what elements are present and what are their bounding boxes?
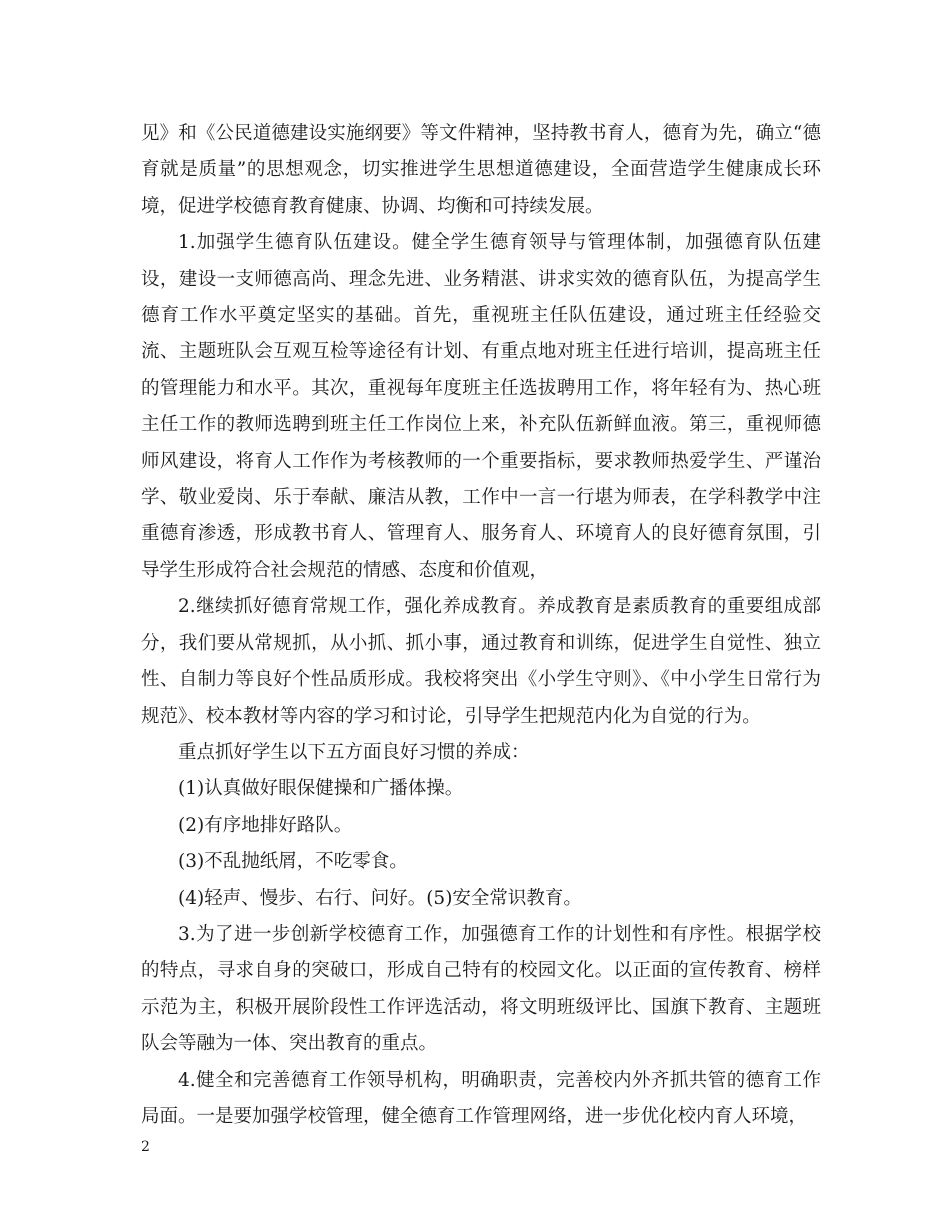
paragraph-item-2: 2.继续抓好德育常规工作，强化养成教育。养成教育是素质教育的重要组成部分，我们要从常规抓，从小抓、抓小事，通过教育和训练，促进学生自觉性、独立性、自制力等良好个性品质形成。我校将突出《小学生守则》、《中小学生日常行为规范》、校本教材等内容的学习和讨论，引导学生把规范内化为自觉的行为。 — [141, 596, 821, 727]
paragraph-habit-3: (3)不乱抛纸屑，不吃零食。 — [178, 851, 408, 873]
document-body — [141, 116, 821, 1135]
paragraph-habit-2: (2)有序地排好路队。 — [178, 814, 353, 836]
paragraph-habit-4-5: (4)轻声、慢步、右行、问好。(5)安全常识教育。 — [178, 887, 582, 909]
paragraph-habits-intro: 重点抓好学生以下五方面良好习惯的养成： — [178, 741, 530, 763]
paragraph-item-3: 3.为了进一步创新学校德育工作，加强德育工作的计划性和有序性。根据学校的特点，寻求自身的突破口，形成自己特有的校园文化。以正面的宣传教育、榜样示范为主，积极开展阶段性工作评选活动，将文明班级评比、国旗下教育、主题班队会等融为一体、突出教育的重点。 — [141, 923, 821, 1055]
paragraph-habit-1: (1)认真做好眼保健操和广播体操。 — [178, 778, 464, 800]
paragraph-intro-continued: 见》和《公民道德建设实施纲要》等文件精神，坚持教书育人，德育为先，确立“德育就是质量”的思想观念，切实推进学生思想道德建设，全面营造学生健康成长环境，促进学校德育教育健康、协调、均衡和可持续发展。 — [141, 123, 821, 217]
paragraph-item-4: 4.健全和完善德育工作领导机构，明确职责，完善校内外齐抓共管的德育工作局面。一是要加强学校管理，健全德育工作管理网络，进一步优化校内育人环境， — [141, 1069, 821, 1127]
paragraph-item-1: 1.加强学生德育队伍建设。健全学生德育领导与管理体制，加强德育队伍建设，建设一支师德高尚、理念先进、业务精湛、讲求实效的德育队伍，为提高学生德育工作水平奠定坚实的基础。首先，重视班主任队伍建设，通过班主任经验交流、主题班队会互观互检等途径有计划、有重点地对班主任进行培训，提高班主任的管理能力和水平。其次，重视每年度班主任选拔聘用工作，将年轻有为、热心班主任工作的教师选聘到班主任工作岗位上来，补充队伍新鲜血液。第三，重视师德师风建设，将育人工作作为考核教师的一个重要指标，要求教师热爱学生、严谨治学、敬业爱岗、乐于奉献、廉洁从教，工作中一言一行堪为师表，在学科教学中注重德育渗透，形成教书育人、管理育人、服务育人、环境育人的良好德育氛围，引导学生形成符合社会规范的情感、态度和价值观， — [141, 232, 821, 581]
page-number: 2 — [141, 1139, 150, 1155]
